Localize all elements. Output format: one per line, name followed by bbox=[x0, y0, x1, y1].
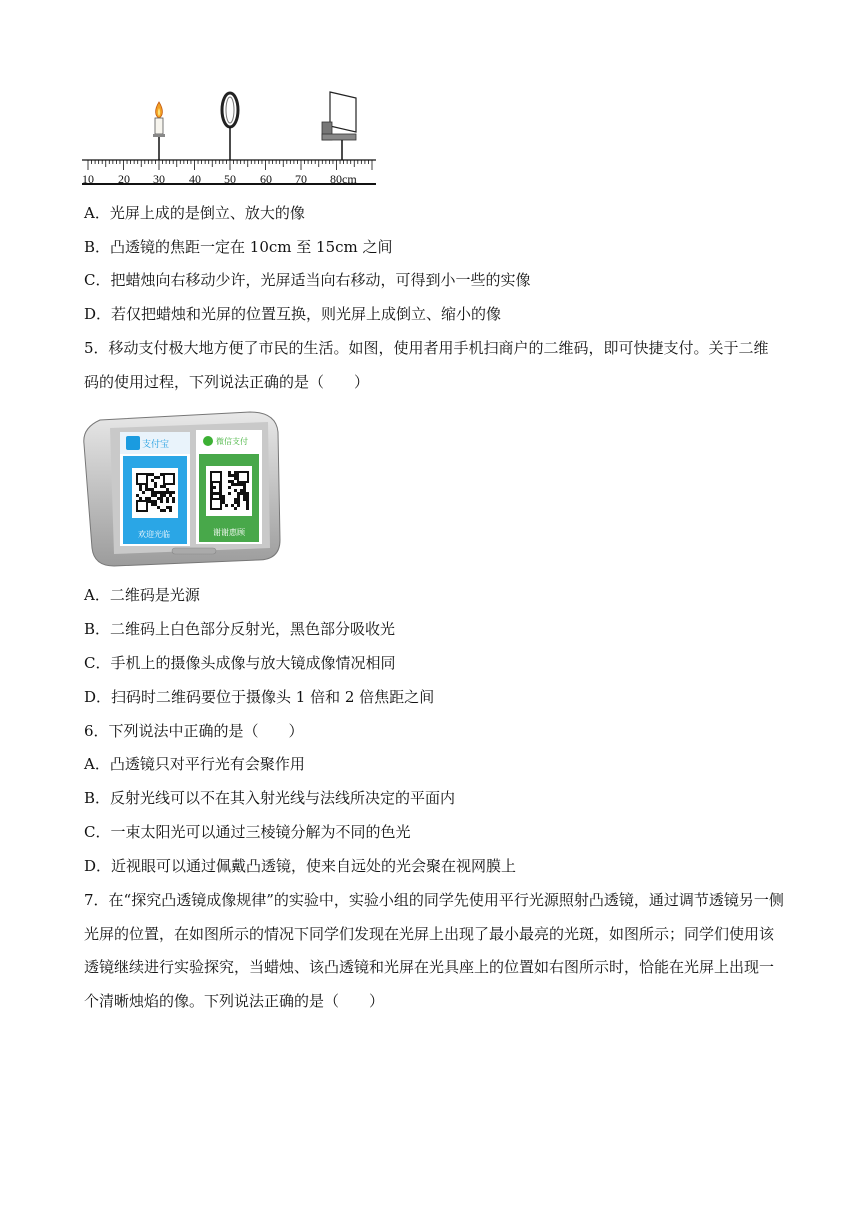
q7-stem-line3: 透镜继续进行实验探究，当蜡烛、该凸透镜和光屏在光具座上的位置如右图所示时，恰能在光屏上出现一 bbox=[84, 958, 775, 976]
ruler-label-30: 30 bbox=[153, 172, 165, 186]
wechat-pay-brand: 微信支付 bbox=[216, 437, 248, 446]
ruler bbox=[82, 160, 376, 186]
q6-stem: 6．下列说法中正确的是（ ） bbox=[84, 722, 304, 740]
q4-option-c: C．把蜡烛向右移动少许，光屏适当向右移动，可得到小一些的实像 bbox=[84, 271, 531, 289]
alipay-brand: 支付宝 bbox=[142, 440, 170, 450]
light-screen bbox=[322, 92, 356, 160]
q5-option-b: B．二维码上白色部分反射光，黑色部分吸收光 bbox=[84, 620, 396, 638]
ruler-label-40: 40 bbox=[189, 172, 201, 186]
ruler-label-60: 60 bbox=[260, 172, 272, 186]
q4-option-b: B．凸透镜的焦距一定在 10cm 至 15cm 之间 bbox=[84, 238, 393, 256]
q6-option-c: C．一束太阳光可以通过三棱镜分解为不同的色光 bbox=[84, 823, 411, 841]
q5-stem-line2: 码的使用过程，下列说法正确的是（ ） bbox=[84, 373, 370, 391]
alipay-panel bbox=[120, 432, 190, 546]
wechat-pay-panel bbox=[196, 430, 262, 544]
ruler-label-20: 20 bbox=[118, 172, 130, 186]
q4-option-d: D．若仅把蜡烛和光屏的位置互换，则光屏上成倒立、缩小的像 bbox=[84, 305, 502, 323]
q5-stem-line1: 5．移动支付极大地方便了市民的生活。如图，使用者用手机扫商户的二维码，即可快捷支付。关于二维 bbox=[84, 339, 769, 357]
ruler-label-80cm: 80cm bbox=[330, 172, 357, 186]
q4-option-a: A．光屏上成的是倒立、放大的像 bbox=[84, 204, 305, 222]
q5-option-d: D．扫码时二维码要位于摄像头 1 倍和 2 倍焦距之间 bbox=[84, 688, 435, 706]
q7-stem-line4: 个清晰烛焰的像。下列说法正确的是（ ） bbox=[84, 992, 385, 1010]
ruler-label-50: 50 bbox=[224, 172, 236, 186]
q7-stem-line1: 7．在“探究凸透镜成像规律”的实验中，实验小组的同学先使用平行光源照射凸透镜，通过调节透镜另一侧 bbox=[84, 891, 784, 909]
alipay-caption: 欢迎光临 bbox=[138, 530, 170, 539]
ruler-label-70: 70 bbox=[295, 172, 307, 186]
candle bbox=[153, 102, 165, 160]
qr-payment-stand-figure bbox=[80, 408, 284, 570]
convex-lens bbox=[222, 93, 238, 160]
wechat-pay-caption: 谢谢惠顾 bbox=[213, 528, 245, 537]
optical-bench-figure bbox=[78, 88, 384, 190]
q7-stem-line2: 光屏的位置，在如图所示的情况下同学们发现在光屏上出现了最小最亮的光斑，如图所示；同学们使用该 bbox=[84, 925, 775, 943]
q6-option-d: D．近视眼可以通过佩戴凸透镜，使来自远处的光会聚在视网膜上 bbox=[84, 857, 517, 875]
q5-option-a: A．二维码是光源 bbox=[84, 586, 200, 604]
q5-option-c: C．手机上的摄像头成像与放大镜成像情况相同 bbox=[84, 654, 396, 672]
q6-option-a: A．凸透镜只对平行光有会聚作用 bbox=[84, 755, 305, 773]
q6-option-b: B．反射光线可以不在其入射光线与法线所决定的平面内 bbox=[84, 789, 456, 807]
ruler-label-10: 10 bbox=[82, 172, 94, 186]
